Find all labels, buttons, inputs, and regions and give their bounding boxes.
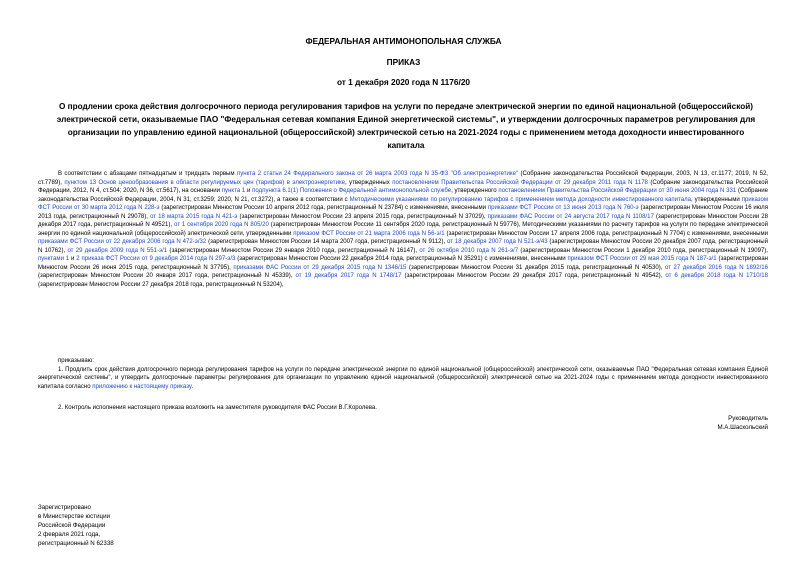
registration-block — [38, 503, 238, 548]
document-link[interactable]: подпункта 6.1(1) Положения о Федеральной антимонопольной службе — [252, 188, 452, 194]
signature-role: Руководитель — [728, 415, 768, 422]
text-run: (зарегистрирован Минюстом России 14 марта 2007 года, регистрационный N 9112), — [206, 239, 448, 245]
document-link[interactable]: приказом ФСТ России от 30 марта 2012 года N 228-э — [38, 196, 769, 211]
document-link[interactable]: приказом ФСТ России от 21 марта 2006 года N 56-э/1 — [293, 230, 445, 237]
document-link[interactable]: приказами ФСТ России от 22 декабря 2006 года N 472-э/32 — [38, 239, 207, 245]
document-link[interactable]: постановлением Правительства Российской Федерации от 29 декабря 2011 года N 1178 — [392, 179, 648, 186]
document-link[interactable]: от 6 декабря 2018 года N 1710/18 — [665, 273, 768, 279]
document-link[interactable]: приказа ФСТ России от 9 декабря 2014 года N 297-э/3 — [81, 256, 236, 262]
text-run: (зарегистрирован Минюстом России 27 декабря 2018 года, регистрационный N 53204), — [38, 281, 284, 288]
text-run: , утвержденного — [451, 188, 499, 194]
preamble-text — [38, 170, 768, 289]
document-link[interactable]: от 19 декабря 2017 года N 1748/17 — [295, 273, 402, 279]
document-link[interactable]: от 18 декабря 2007 года N 521-э/43 — [447, 239, 548, 245]
registration-line: 2 февраля 2021 года, — [38, 531, 101, 538]
document-link[interactable]: приказами ФАС России от 24 августа 2017 года N 1108/17 — [487, 213, 654, 220]
order-item-1 — [38, 366, 768, 392]
registration-line: Российской Федерации — [38, 522, 106, 529]
document-link[interactable]: от 27 декабря 2016 года N 1892/16 — [664, 264, 768, 271]
text-run: (зарегистрирован Минюстом России 28 декабря 2017 года, регистрационный N 49521), — [38, 213, 769, 228]
document-link[interactable]: от 29 декабря 2009 года N 551-э/1 — [67, 247, 168, 254]
signature-name: М.А.Шаскольский — [717, 424, 768, 431]
text-run: (зарегистрирован Минюстом России 20 декабря 2007 года, регистрационный N 10762), — [38, 239, 768, 254]
text-run: (Собрание законодательства Российской Федерации, 2012, N 4, ст.504; 2020, N 36, ст.5617), на основании — [38, 179, 768, 194]
organization-heading: ФЕДЕРАЛЬНАЯ АНТИМОНОПОЛЬНАЯ СЛУЖБА — [305, 36, 502, 46]
document-link[interactable]: пунктом 13 Основ ценообразования в области регулируемых цен (тарифов) в электроэнергетике — [64, 179, 346, 186]
text-run: . — [191, 383, 194, 390]
document-link[interactable]: от 18 марта 2015 года N 421-э — [150, 213, 238, 220]
doc-date-number: от 1 декабря 2020 года N 1176/20 — [336, 77, 471, 87]
text-run: (зарегистрирован Минюстом России 23 апреля 2015 года, регистрационный N 37029), — [237, 213, 488, 220]
signature-block — [568, 414, 768, 432]
document-link[interactable]: пунктами 1 — [38, 256, 70, 262]
registration-line: Зарегистрировано — [38, 504, 91, 511]
document-link[interactable]: от 26 октября 2010 года N 261-э/7 — [419, 247, 519, 254]
document-link[interactable]: 2 — [76, 256, 80, 262]
text-run: (зарегистрирован Минюстом России 16 июля 2013 года, регистрационный N 29078), — [38, 205, 768, 220]
document-link[interactable]: постановлением Правительства Российской Федерации от 30 июня 2004 года N 331 — [498, 188, 737, 194]
document-link[interactable]: от 1 сентября 2020 года N 805/20 — [173, 222, 269, 228]
text-run: (зарегистрирован Минюстом России 26 июня 2015 года, регистрационный N 37795), — [38, 256, 769, 271]
order-item-2-block — [38, 404, 768, 413]
text-run: В соответствии с абзацами пятнадцатым и тридцать первым — [58, 171, 237, 177]
text-run: 1. Продлить срок действия долгосрочного периода регулирования тарифов на услуги по передаче электрической энергии по единой национальной (общероссийской) электрической сети, оказываемые ПАО "Федеральная сетевая компания Единой энергетической системы", и утвердить долгосрочные параметры регулирования для организации по управлению единой национальной (общероссийской) электрической сетью на 2021-2024 годы с применением метода доходности инвестированного капитала согласно — [38, 366, 768, 390]
text-run: и — [245, 188, 253, 194]
registration-line: в Министерстве юстиции — [38, 513, 111, 520]
text-run: (зарегистрирован Минюстом России 31 декабря 2015 года, регистрационный N 40530), — [406, 264, 665, 271]
orders-word: приказываю: — [58, 358, 94, 364]
document-link[interactable]: приложению к настоящему приказу — [92, 383, 192, 390]
registration-line: регистрационный N 62338 — [38, 540, 114, 547]
text-run: (зарегистрирован Минюстом России 10 апреля 2012 года, регистрационный N 23784) с изменениями, внесенными — [159, 205, 488, 211]
text-run: (зарегистрирован Минюстом России 22 декабря 2014 года, регистрационный N 35291) с изменениями, внесенными — [235, 256, 568, 262]
text-run: (зарегистрирован Минюстом России 11 сентября 2020 года, регистрационный N 59776), Методическими указаниями по расчету тарифов на услуги по передаче электрической энергии по единой национальной (общероссийской) электрической сети, утвержденными — [38, 222, 768, 237]
text-run: (Собрание законодательства Российской Федерации, 2004, N 31, ст.3259; 2020, N 21, ст.3272), а также в соответствии с — [38, 188, 768, 203]
document-link[interactable]: Методическими указаниями по регулированию тарифов с применением метода доходности инвестированного капитала — [349, 196, 691, 203]
text-run: (зарегистрирован Минюстом России 17 апреля 2006 года, регистрационный N 7704) с изменениями, внесенными — [444, 230, 769, 237]
document-link[interactable]: пункта 2 статьи 24 Федерального закона от 26 марта 2003 года N 35-ФЗ "Об электроэнергетике" — [236, 171, 519, 177]
text-run: , утвержденными — [690, 196, 742, 203]
text-run: , утвержденных — [345, 179, 393, 186]
text-run: (зарегистрирован Минюстом России 20 января 2017 года, регистрационный N 45339), — [38, 273, 296, 279]
doc-type-heading: ПРИКАЗ — [386, 57, 421, 67]
text-run: (Собрание законодательства Российской Федерации, 2003, N 13, ст.1177; 2019, N 52, ст.7789), — [38, 171, 768, 186]
document-link[interactable]: пункта 1 — [221, 188, 246, 194]
document-link[interactable]: приказами ФАС России от 29 декабря 2015 года N 1346/15 — [233, 264, 407, 271]
document-link[interactable]: приказами ФСТ России от 13 июня 2013 года N 760-э — [487, 205, 639, 211]
order-item-2: 2. Контроль исполнения настоящего приказа возложить на заместителя руководителя ФАС России В.Г.Королева. — [58, 405, 377, 411]
orders-block — [38, 357, 768, 391]
text-run: (зарегистрирован Минюстом России 1 декабря 2010 года, регистрационный N 19097), — [518, 247, 768, 254]
document-link[interactable]: приказом ФСТ России от 29 мая 2015 года N 187-э/1 — [567, 256, 717, 262]
text-run: (зарегистрирован Минюстом России 29 января 2010 года, регистрационный N 16147), — [167, 247, 420, 254]
text-run: (зарегистрирован Минюстом России 29 декабря 2017 года, регистрационный N 49542), — [401, 273, 666, 279]
preamble-paragraph — [38, 170, 768, 289]
text-run: и — [69, 256, 77, 262]
document-title: О продлении срока действия долгосрочного периода регулирования тарифов на услуги по передаче электрической энергии по единой национальной (общероссийской) электрической сети, оказываемые ПАО "Федеральная сетевая компания Единой энергетической системы", и утверждении долгосрочных параметров регулирования для организации по управлению единой национальной (общероссийской) электрической сетью на 2021-2024 годы с применением метода доходности инвестированного капитала — [56, 102, 756, 150]
